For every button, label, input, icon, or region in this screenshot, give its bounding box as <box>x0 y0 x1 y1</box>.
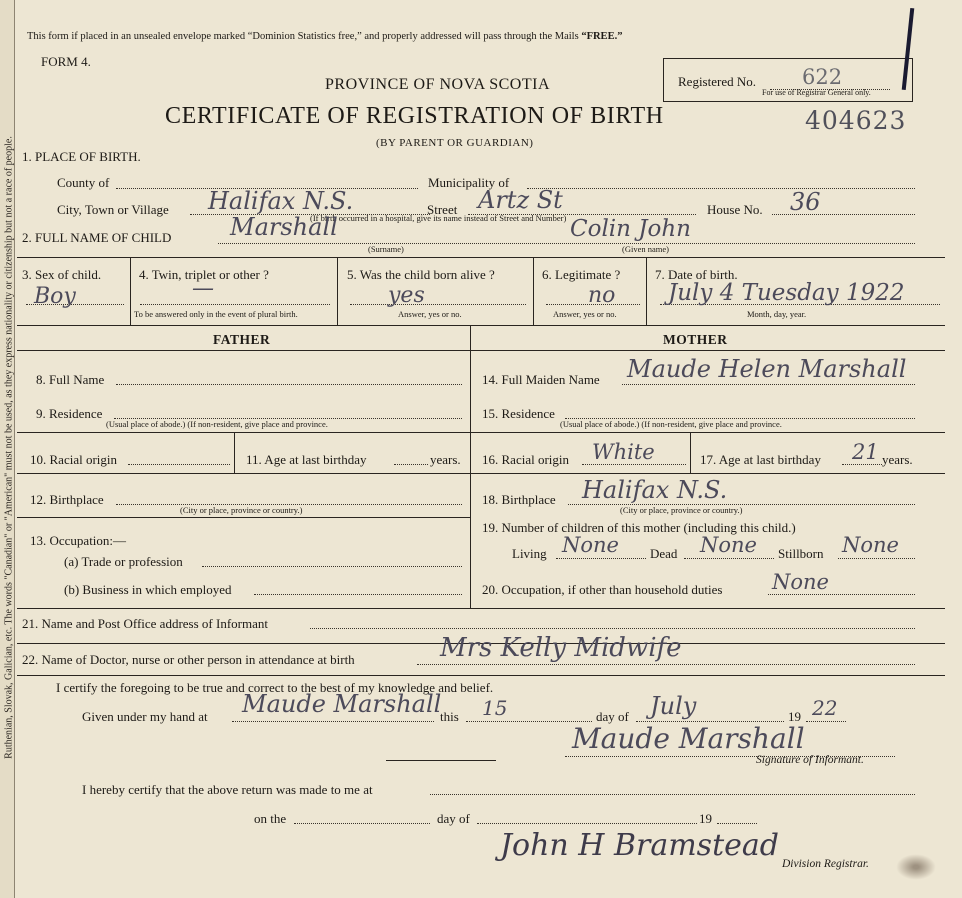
legitimate-value: no <box>588 283 616 308</box>
twin-value: — <box>192 276 214 301</box>
birth-date-note: Month, day, year. <box>747 309 807 319</box>
mother-age-label: 17. Age at last birthday <box>700 452 821 467</box>
year-value: 22 <box>812 696 838 720</box>
side-margin-strip <box>0 0 15 898</box>
twin-label: 4. Twin, triplet or other ? <box>139 267 269 282</box>
legitimate-note: Answer, yes or no. <box>553 309 617 319</box>
father-birthplace-label: 12. Birthplace <box>30 492 104 507</box>
surname-note: (Surname) <box>368 244 404 254</box>
postal-note <box>27 31 622 42</box>
registrar-text: I hereby certify that the above return was made to me at <box>82 782 373 797</box>
mother-racial-label: 16. Racial origin <box>482 452 570 467</box>
child-surname: Marshall <box>230 213 338 241</box>
living-value: None <box>562 533 619 557</box>
handwritten-number: 404623 <box>805 106 907 135</box>
mother-residence-label: 15. Residence <box>482 406 555 421</box>
place-of-birth-heading: 1. PLACE OF BIRTH. <box>22 149 141 164</box>
birth-date-value: July 4 Tuesday 1922 <box>668 280 905 306</box>
mother-birthplace-note: (City or place, province or country.) <box>620 505 743 515</box>
stillborn-value: None <box>842 533 899 557</box>
registrar-day-of: day of <box>437 811 470 826</box>
county-label: County of <box>57 175 110 190</box>
mother-racial-value: White <box>592 440 655 464</box>
mother-children-label: 19. Number of children of this mother (including this child.) <box>482 520 796 535</box>
father-business-label: (b) Business in which employed <box>64 582 232 597</box>
mother-name-label: 14. Full Maiden Name <box>482 372 600 387</box>
street-value: Artz St <box>478 186 563 214</box>
father-residence-label: 9. Residence <box>36 406 103 421</box>
stillborn-label: Stillborn <box>778 546 824 561</box>
registered-number: 622 <box>802 65 843 89</box>
living-label: Living <box>512 546 547 561</box>
born-alive-label: 5. Was the child born alive ? <box>347 267 495 282</box>
city-value: Halifax N.S. <box>208 187 354 215</box>
informant-signature-label: Signature of Informant. <box>756 754 864 766</box>
form-number: FORM 4. <box>41 54 91 69</box>
born-alive-note: Answer, yes or no. <box>398 309 462 319</box>
given-at-value: Maude Marshall <box>242 690 442 718</box>
given-name-note: (Given name) <box>622 244 669 254</box>
mother-occupation-value: None <box>772 570 829 594</box>
registered-note: For use of Registrar General only. <box>762 88 871 97</box>
attendant-value: Mrs Kelly Midwife <box>440 633 682 663</box>
registered-label: Registered No. <box>678 74 756 89</box>
registrar-year: 19 <box>699 811 712 826</box>
house-value: 36 <box>790 188 821 216</box>
father-occupation-label: 13. Occupation:— <box>30 533 127 548</box>
attendant-label: 22. Name of Doctor, nurse or other person in attendance at birth <box>22 652 355 667</box>
dead-value: None <box>700 533 757 557</box>
certificate-subtitle: (BY PARENT OR GUARDIAN) <box>376 137 534 149</box>
mother-birthplace-label: 18. Birthplace <box>482 492 556 507</box>
dead-label: Dead <box>650 546 678 561</box>
side-margin-text: Ruthenian, Slovak, Galician, etc. The words "Canadian" or "American" must not be used, as they express nationality or citizenship but not a race of people. <box>3 136 15 759</box>
birth-date-label: 7. Date of birth. <box>655 267 738 282</box>
father-residence-note: (Usual place of abode.) (If non-resident, give place and province. <box>106 419 328 429</box>
certificate-title: CERTIFICATE OF REGISTRATION OF BIRTH <box>165 103 664 129</box>
mother-age-unit: years. <box>882 452 913 467</box>
father-heading: FATHER <box>213 332 271 347</box>
registered-box <box>663 58 913 102</box>
father-name-label: 8. Full Name <box>36 372 105 387</box>
year-prefix: 19 <box>788 709 801 724</box>
ink-blot <box>896 854 936 880</box>
registrar-signature-label: Division Registrar. <box>782 858 869 870</box>
city-label: City, Town or Village <box>57 202 169 217</box>
hospital-note: (If birth occurred in a hospital, give its name instead of Street and Number) <box>310 213 567 223</box>
mother-age-value: 21 <box>852 440 879 464</box>
certify-text: I certify the foregoing to be true and correct to the best of my knowledge and belief. <box>56 680 494 695</box>
father-racial-label: 10. Racial origin <box>30 452 118 467</box>
sex-label: 3. Sex of child. <box>22 267 102 282</box>
mother-residence-note: (Usual place of abode.) (If non-resident, give place and province. <box>560 419 782 429</box>
given-under-label: Given under my hand at <box>82 709 208 724</box>
legitimate-label: 6. Legitimate ? <box>542 267 621 282</box>
postal-note-text: This form if placed in an unsealed envelope marked “Dominion Statistics free,” and properly addressed will pass through the Mails <box>27 31 579 42</box>
sex-value: Boy <box>34 284 76 309</box>
twin-note: To be answered only in the event of plural birth. <box>134 309 298 319</box>
house-label: House No. <box>707 202 763 217</box>
municipality-label: Municipality of <box>428 175 510 190</box>
born-alive-value: yes <box>388 283 425 308</box>
day-of-label: day of <box>596 709 629 724</box>
informant-signature: Maude Marshall <box>572 722 805 755</box>
mother-occupation-label: 20. Occupation, if other than household duties <box>482 582 723 597</box>
father-age-label: 11. Age at last birthday <box>246 452 367 467</box>
registrar-signature: John H Bramstead <box>500 828 779 863</box>
informant-address-label: 21. Name and Post Office address of Informant <box>22 616 268 631</box>
postal-note-free: “FREE.” <box>581 31 623 42</box>
father-age-unit: years. <box>430 452 461 467</box>
this-label: this <box>440 709 459 724</box>
child-name-heading: 2. FULL NAME OF CHILD <box>22 230 172 245</box>
registrar-on-the: on the <box>254 811 287 826</box>
father-trade-label: (a) Trade or profession <box>64 554 183 569</box>
province-heading: PROVINCE OF NOVA SCOTIA <box>325 76 551 93</box>
mother-heading: MOTHER <box>663 332 728 347</box>
mother-birthplace-value: Halifax N.S. <box>582 476 728 504</box>
mother-name-value: Maude Helen Marshall <box>627 355 907 383</box>
child-given-name: Colin John <box>570 216 691 242</box>
month-value: July <box>650 692 697 720</box>
father-birthplace-note: (City or place, province or country.) <box>180 505 303 515</box>
day-value: 15 <box>482 696 508 720</box>
street-label: Street <box>427 202 458 217</box>
